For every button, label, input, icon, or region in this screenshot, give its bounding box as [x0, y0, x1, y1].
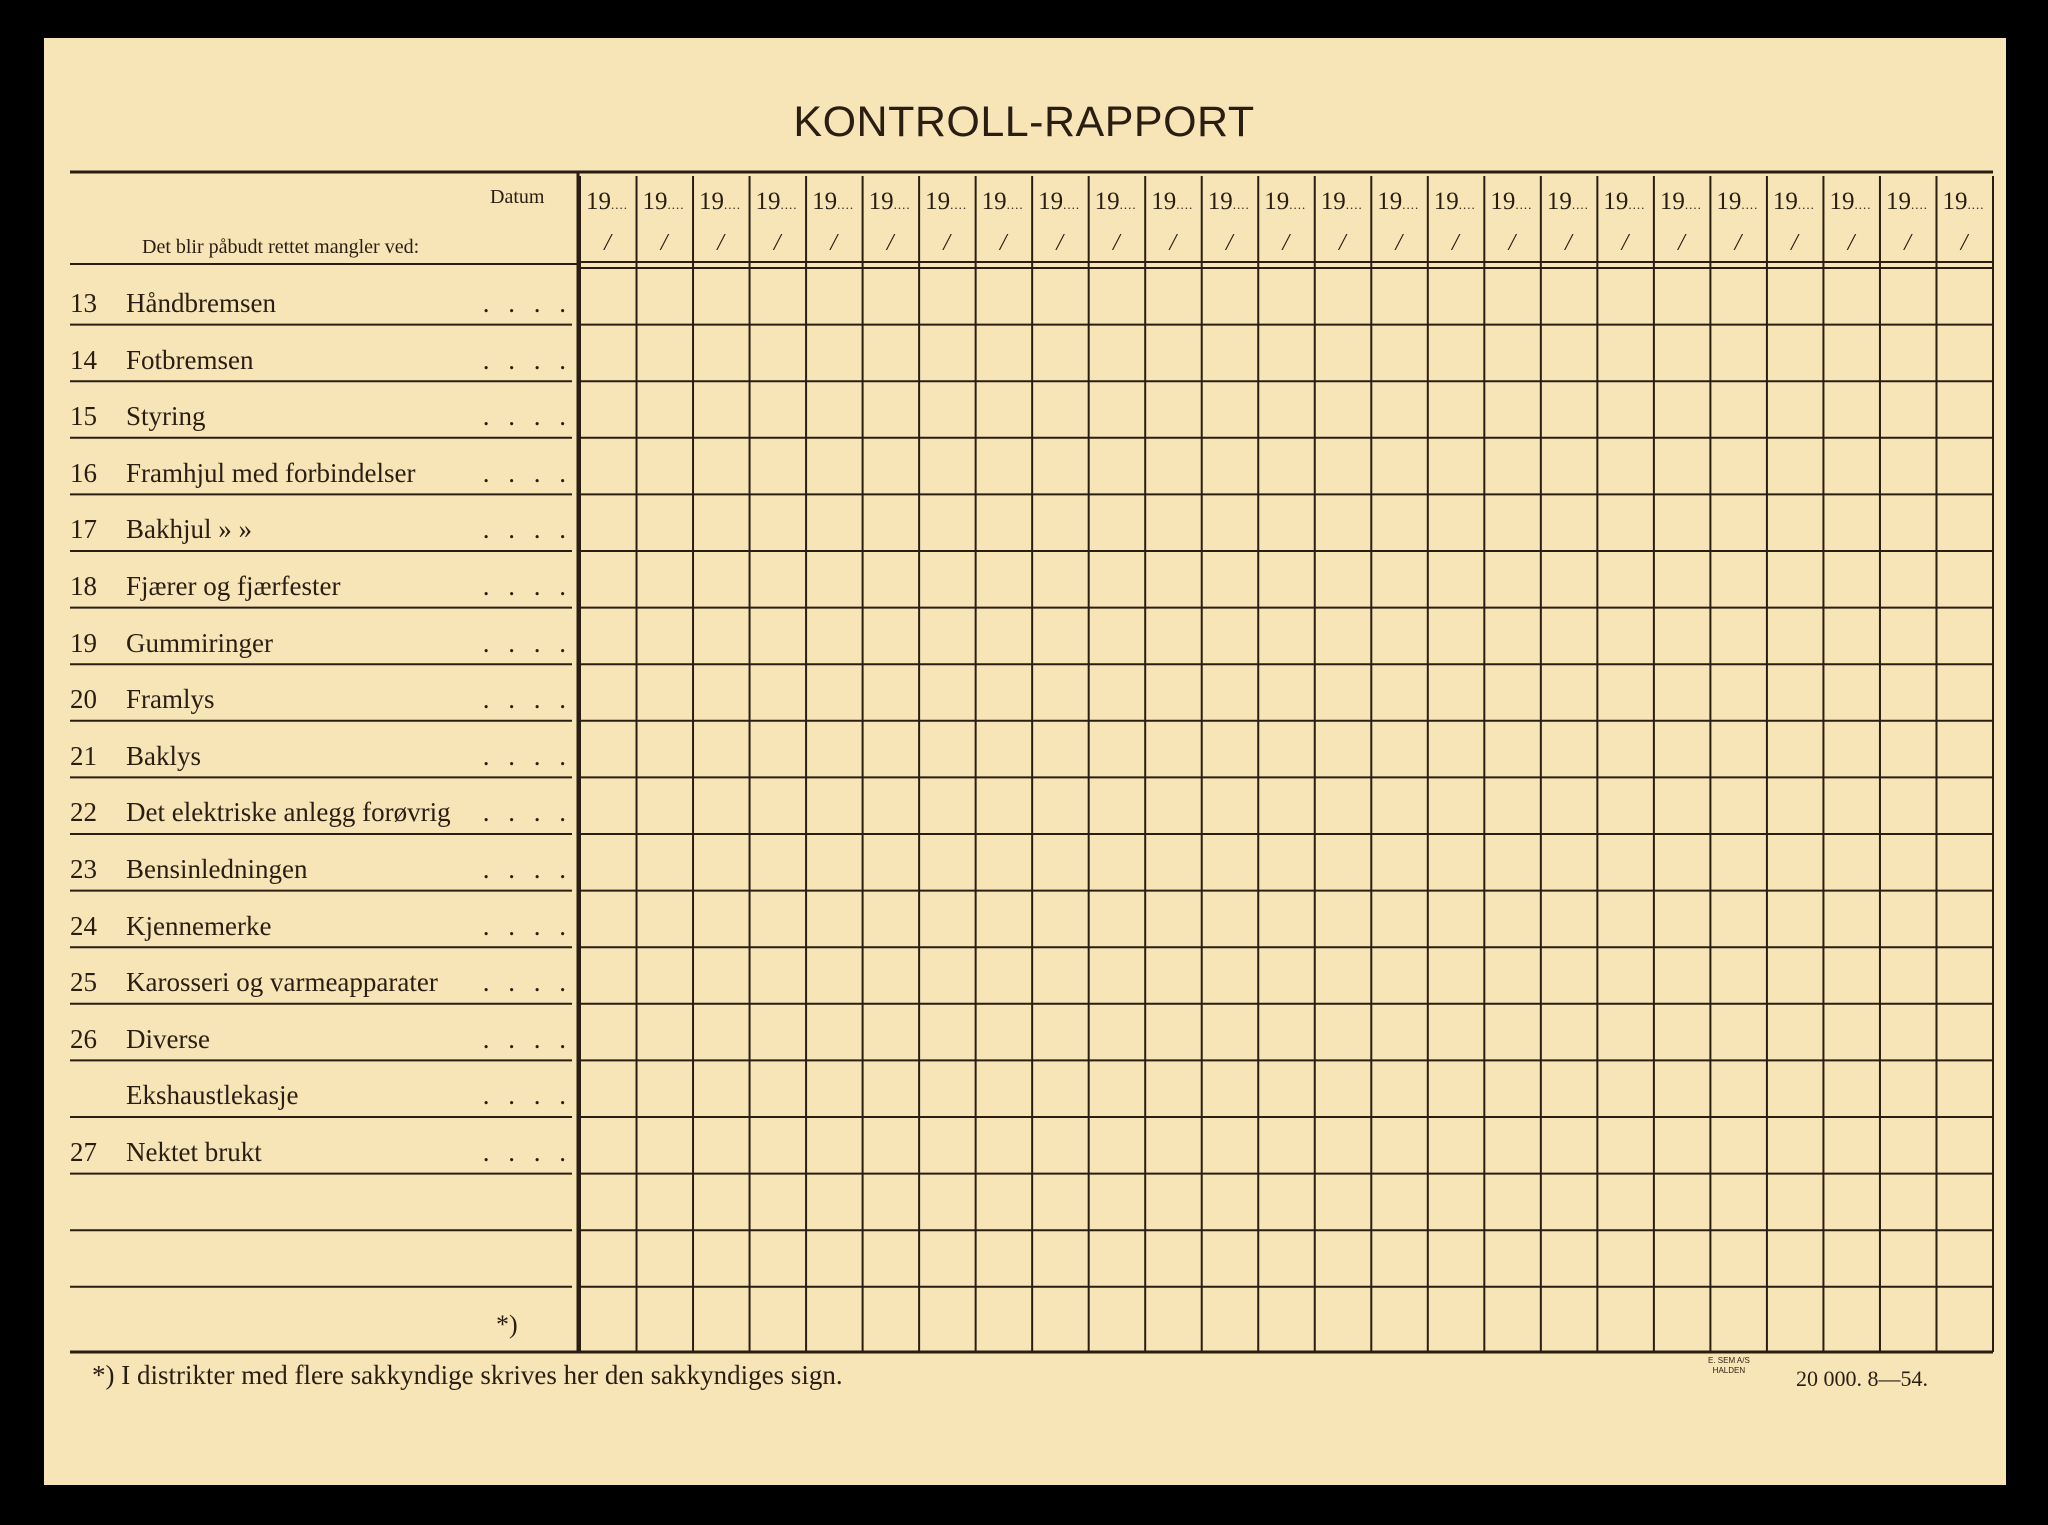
year-prefix: 19 [1772, 188, 1798, 215]
date-slash: / [604, 230, 611, 256]
leader-dots: . . . . [482, 344, 572, 375]
leader-dots: . . . . [482, 1023, 572, 1054]
year-prefix: 19 [1546, 188, 1572, 215]
item-label: Håndbremsen [126, 288, 276, 318]
leader-dots: . . . . [482, 910, 572, 941]
date-slash: / [1621, 230, 1629, 256]
date-slash: / [1056, 230, 1064, 256]
item-number: 14 [70, 344, 97, 375]
date-slash: / [1565, 230, 1572, 256]
item-number: 24 [70, 910, 97, 941]
year-prefix: 19 [1377, 188, 1403, 215]
year-prefix: 19 [1885, 188, 1911, 215]
leader-dots: . . . . [482, 571, 572, 601]
item-number: 25 [70, 967, 97, 998]
year-field: 19.... [1885, 188, 1928, 215]
year-field: 19.... [642, 188, 685, 215]
signature-marker: *) [496, 1310, 518, 1339]
year-prefix: 19 [1829, 188, 1855, 215]
date-slash: / [1112, 230, 1120, 256]
item-label: Bakhjul » » [126, 514, 252, 545]
year-field: 19.... [1772, 188, 1815, 215]
year-prefix: 19 [1490, 188, 1516, 215]
date-slash: / [943, 230, 951, 256]
year-prefix: 19 [1603, 188, 1629, 215]
year-field: 19.... [981, 188, 1024, 215]
year-field: 19.... [812, 188, 855, 215]
printer-name: E. SEM A/S [1708, 1356, 1750, 1365]
leader-dots: . . . . [482, 457, 572, 488]
year-prefix: 19 [699, 188, 725, 215]
date-slash: / [717, 230, 724, 256]
year-prefix: 19 [1207, 188, 1233, 215]
date-slash: / [1225, 230, 1233, 256]
year-prefix: 19 [925, 188, 951, 215]
year-field: 19.... [586, 188, 628, 215]
year-field: 19.... [1659, 188, 1702, 215]
item-label: Fjærer og fjærfester [126, 571, 341, 601]
item-label: Baklys [126, 740, 202, 771]
leader-dots: . . . . [482, 514, 572, 545]
item-label: Styring [126, 401, 206, 432]
item-number: 17 [70, 514, 97, 545]
date-slash: / [1339, 230, 1346, 256]
date-slash: / [1904, 230, 1911, 256]
date-slash: / [1452, 230, 1459, 256]
year-field: 19.... [1490, 188, 1533, 215]
leader-dots: . . . . [482, 797, 572, 828]
date-slash: / [1395, 230, 1403, 256]
year-prefix: 19 [1151, 188, 1177, 215]
year-field: 19.... [1377, 188, 1420, 215]
item-number: 22 [70, 797, 97, 828]
item-number: 13 [70, 288, 97, 318]
item-number: 20 [70, 684, 97, 715]
item-number: 23 [70, 854, 97, 884]
year-field: 19.... [1716, 188, 1759, 215]
item-label: Det elektriske anlegg forøvrig [126, 797, 451, 828]
year-prefix: 19 [1942, 188, 1968, 215]
year-field: 19.... [1603, 188, 1646, 215]
print-run: 20 000. 8—54. [1796, 1366, 1928, 1391]
date-slash: / [1169, 230, 1177, 256]
year-prefix: 19 [1094, 188, 1120, 215]
year-prefix: 19 [1320, 188, 1346, 215]
year-prefix: 19 [1433, 188, 1459, 215]
date-slash: / [1791, 230, 1798, 256]
defects-subtitle: Det blir påbudt rettet mangler ved: [142, 236, 420, 258]
item-label: Diverse [126, 1023, 210, 1054]
year-field: 19.... [868, 188, 911, 215]
leader-dots: . . . . [482, 684, 572, 715]
year-prefix: 19 [586, 188, 611, 215]
leader-dots: . . . . [482, 288, 572, 318]
leader-dots: . . . . [482, 854, 572, 884]
year-field: 19.... [1094, 188, 1137, 215]
year-prefix: 19 [981, 188, 1007, 215]
year-field: 19.... [1207, 188, 1250, 215]
item-label: Fotbremsen [126, 344, 254, 375]
year-prefix: 19 [642, 188, 668, 215]
date-slash: / [1734, 230, 1742, 256]
year-prefix: 19 [755, 188, 781, 215]
date-slash: / [999, 230, 1007, 256]
year-field: 19.... [1546, 188, 1589, 215]
leader-dots: . . . . [482, 1137, 572, 1167]
date-slash: / [1847, 230, 1855, 256]
date-slash: / [660, 230, 668, 256]
item-number: 16 [70, 457, 97, 488]
date-slash: / [1282, 230, 1290, 256]
year-field: 19.... [925, 188, 968, 215]
date-slash: / [1678, 230, 1685, 256]
year-field: 19.... [1433, 188, 1476, 215]
leader-dots: . . . . [482, 967, 572, 998]
year-prefix: 19 [868, 188, 894, 215]
date-slash: / [830, 230, 837, 256]
year-field: 19.... [1829, 188, 1872, 215]
year-field: 19.... [1264, 188, 1307, 215]
item-number: 27 [70, 1137, 97, 1167]
item-label: Nektet brukt [126, 1137, 262, 1167]
item-number: 26 [70, 1023, 97, 1054]
date-slash: / [1960, 230, 1968, 256]
date-label: Datum [490, 186, 545, 208]
year-prefix: 19 [1264, 188, 1290, 215]
leader-dots: . . . . [482, 1080, 572, 1111]
date-slash: / [1508, 230, 1516, 256]
printer-mark [1708, 1356, 1750, 1376]
leader-dots: . . . . [482, 401, 572, 432]
year-field: 19.... [1942, 188, 1985, 215]
year-field: 19.... [699, 188, 742, 215]
item-label: Bensinledningen [126, 854, 308, 884]
item-number: 15 [70, 401, 97, 432]
item-label: Framhjul med forbindelser [126, 457, 416, 488]
item-label: Ekshaustlekasje [126, 1080, 299, 1111]
item-label: Framlys [126, 684, 215, 715]
leader-dots: . . . . [482, 627, 572, 658]
year-field: 19.... [1038, 188, 1081, 215]
year-prefix: 19 [1038, 188, 1064, 215]
item-number: 18 [70, 571, 97, 601]
date-slash: / [773, 230, 781, 256]
item-label: Karosseri og varmeapparater [126, 967, 438, 998]
item-number: 19 [70, 627, 97, 658]
year-field: 19.... [755, 188, 798, 215]
date-slash: / [886, 230, 894, 256]
year-prefix: 19 [812, 188, 838, 215]
year-field: 19.... [1320, 188, 1363, 215]
year-prefix: 19 [1716, 188, 1742, 215]
footnote: *) I distrikter med flere sakkyndige skrives her den sakkyndiges sign. [92, 1360, 843, 1390]
item-number: 21 [70, 740, 97, 771]
item-label: Kjennemerke [126, 910, 272, 941]
year-field: 19.... [1151, 188, 1194, 215]
form-title: KONTROLL-RAPPORT [793, 98, 1255, 146]
printer-city: HALDEN [1712, 1366, 1746, 1375]
leader-dots: . . . . [482, 740, 572, 771]
year-prefix: 19 [1659, 188, 1685, 215]
item-label: Gummiringer [126, 627, 273, 658]
